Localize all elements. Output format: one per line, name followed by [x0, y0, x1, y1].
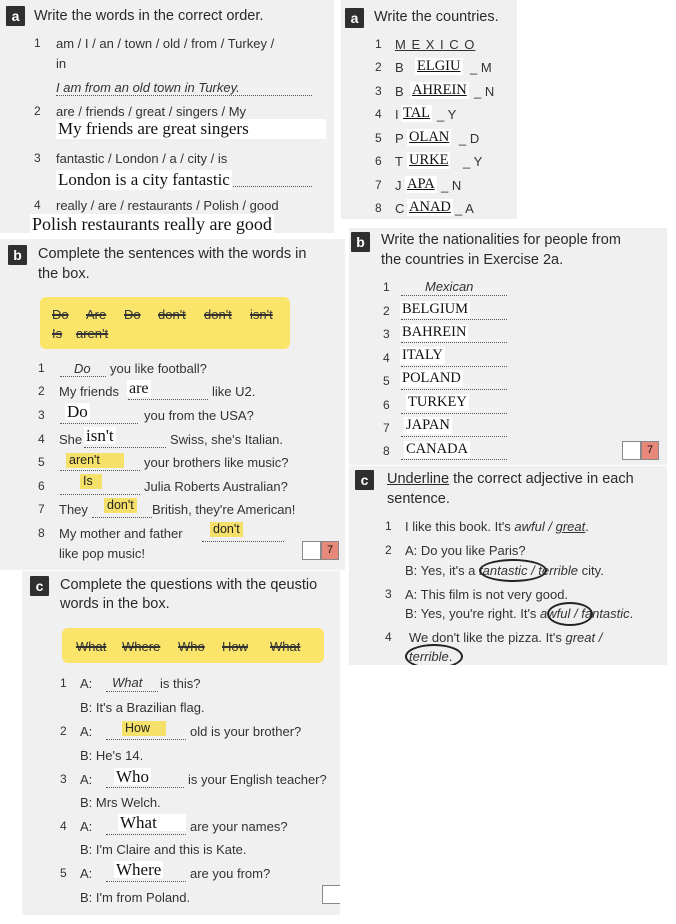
item-number: 6 [38, 479, 45, 493]
question-text: old is your brother? [190, 724, 302, 739]
handwritten-answer: AHREIN [412, 82, 467, 98]
item-number: 2 [34, 104, 41, 118]
exercise-letter: c [30, 576, 49, 596]
handwritten-answer: TAL [403, 105, 431, 121]
handwritten-answer: POLAND [402, 370, 461, 386]
item-number: 3 [38, 408, 45, 422]
sentence-text [405, 518, 589, 535]
item-prompt: are / friends / great / singers / My [56, 104, 247, 119]
answer-text: Mexican [425, 279, 474, 294]
item-number: 5 [383, 374, 390, 388]
underlined-word: Underline [387, 471, 450, 487]
score-box-empty [622, 441, 641, 460]
sentence-text: My friends [59, 384, 119, 399]
country-first-letter: B [395, 60, 404, 75]
box-word: Is [52, 326, 63, 341]
item-number: 3 [375, 84, 382, 98]
handwritten-answer: My friends are great singers [56, 119, 326, 139]
item-number: 8 [383, 444, 390, 458]
item-number: 8 [38, 526, 45, 540]
item-number: 3 [60, 772, 67, 786]
box-word: What [270, 639, 301, 654]
item-prompt: fantastic / London / a / city / is [56, 151, 228, 166]
exercise-title [387, 470, 634, 489]
exercise-letter: a [6, 6, 25, 26]
item-number: 1 [38, 361, 45, 375]
box-word: aren't [76, 326, 109, 341]
sentence-part: B: Yes, you're right. It's [405, 606, 541, 621]
item-number: 5 [38, 455, 45, 469]
country-last-letter: _ N [441, 178, 462, 193]
handwritten-answer: BELGIUM [402, 301, 469, 317]
item-number: 3 [385, 587, 392, 601]
sentence-end: . [585, 519, 589, 534]
exercise-title: Complete the questions with the qeustio [60, 577, 318, 593]
exercise-b-complete-sentences [0, 239, 345, 570]
highlighted-answer: aren't [66, 453, 124, 468]
handwritten-answer: APA [407, 176, 435, 192]
highlighted-answer: don't [104, 498, 137, 513]
exercise-title: Write the words in the correct order. [34, 8, 264, 24]
hand-drawn-circle [479, 559, 547, 582]
box-word: Who [178, 639, 205, 654]
sentence-end: . [448, 649, 453, 664]
item-number: 7 [383, 421, 390, 435]
item-number: 4 [375, 107, 382, 121]
exercise-a-word-order [0, 0, 334, 233]
box-word: Are [86, 307, 107, 322]
question-text: are you from? [190, 866, 271, 881]
sentence-text: Julia Roberts Australian? [144, 479, 288, 494]
box-word: Where [122, 639, 161, 654]
country-last-letter: _ A [455, 201, 474, 216]
sentence-part: We don't like the pizza. It's [409, 630, 566, 645]
country-first-letter: C [395, 201, 405, 216]
sentence-text: your brothers like music? [144, 455, 289, 470]
country-last-letter: _ Y [437, 107, 457, 122]
option-word[interactable]: awful [514, 519, 545, 534]
handwritten-answer: OLAN [409, 129, 450, 145]
speaker-b: B: It's a Brazilian flag. [80, 700, 205, 715]
country-first-letter: T [395, 154, 403, 169]
option-word[interactable]: awful [540, 606, 571, 621]
exercise-letter: b [351, 232, 370, 252]
handwritten-answer: JAPAN [406, 417, 450, 433]
option-word[interactable]: great [555, 519, 586, 534]
sentence-text: you from the USA? [144, 408, 254, 423]
sentence-end: city. [578, 563, 604, 578]
item-number: 1 [385, 519, 392, 533]
option-separator: / [595, 630, 603, 645]
item-number: 3 [34, 151, 41, 165]
item-number: 4 [385, 630, 392, 644]
sentence-text: They [59, 502, 88, 517]
answer-text: Do [74, 361, 91, 376]
country-first-letter: B [395, 84, 404, 99]
sentence-text: you like football? [110, 361, 207, 376]
exercise-title: Write the countries. [374, 9, 499, 25]
item-number: 6 [383, 398, 390, 412]
speaker-a: A: [80, 866, 93, 881]
speaker-a: A: [80, 772, 93, 787]
title-rest: the correct adjective in each [449, 471, 634, 487]
item-number: 3 [383, 327, 390, 341]
handwritten-answer: isn't [86, 426, 114, 445]
option-word[interactable]: great [565, 630, 596, 645]
score-box: 7 [641, 441, 659, 460]
handwritten-answer: BAHREIN [402, 324, 467, 340]
handwritten-answer: ANAD [409, 199, 451, 215]
option-separator: / [570, 606, 582, 621]
handwritten-answer: What [118, 814, 186, 831]
option-separator: / [527, 563, 539, 578]
exercise-title: Write the nationalities for people from [381, 232, 621, 248]
hand-drawn-circle [405, 644, 463, 665]
item-number: 5 [60, 866, 67, 880]
option-word[interactable]: fantastic [581, 606, 630, 621]
speaker-a: A: [80, 819, 93, 834]
speaker-a: A: [80, 724, 93, 739]
exercise-title: words in the box. [60, 596, 170, 612]
box-word: Do [124, 307, 141, 322]
speaker-b: B: I'm Claire and this is Kate. [80, 842, 247, 857]
dialogue-line-a: A: This film is not very good. [405, 587, 569, 602]
exercise-title: the box. [38, 266, 90, 282]
sentence-text: like U2. [212, 384, 256, 399]
handwritten-answer: are [129, 380, 149, 397]
item-prompt: am / I / an / town / old / from / Turkey / [56, 36, 275, 51]
handwritten-answer: Who [116, 767, 150, 786]
option-separator: / [544, 519, 556, 534]
exercise-title: the countries in Exercise 2a. [381, 252, 564, 268]
item-number: 5 [375, 131, 382, 145]
sentence-text: Swiss, she's Italian. [170, 432, 284, 447]
score-box: 7 [321, 541, 339, 560]
item-number: 4 [38, 432, 45, 446]
handwritten-answer: Where [116, 860, 162, 879]
sentence-text: British, they're American! [152, 502, 296, 517]
sentence-text: She [59, 432, 83, 447]
box-word: How [222, 639, 249, 654]
item-number: 1 [375, 37, 382, 51]
hand-drawn-circle [547, 602, 593, 626]
option-word[interactable]: fantastic [479, 563, 528, 578]
handwritten-answer: CANADA [406, 441, 469, 457]
item-number: 2 [383, 304, 390, 318]
box-word: isn't [250, 307, 273, 322]
question-text: is this? [160, 676, 201, 691]
exercise-title: sentence. [387, 491, 450, 507]
speaker-b: B: I'm from Poland. [80, 890, 191, 905]
sentence-text: My mother and father [59, 526, 183, 541]
handwritten-answer: ITALY [402, 347, 443, 363]
speaker-b: B: Mrs Welch. [80, 795, 161, 810]
speaker-a: A: [80, 676, 93, 691]
item-number: 1 [60, 676, 67, 690]
item-number: 7 [375, 178, 382, 192]
item-number: 6 [375, 154, 382, 168]
score-box-empty [322, 885, 340, 904]
country-last-letter: _ D [459, 131, 480, 146]
sentence-part: B: Yes, it's a [405, 563, 480, 578]
item-number: 4 [60, 819, 67, 833]
item-number: 4 [34, 198, 41, 212]
highlighted-answer: Is [80, 474, 102, 489]
sentence-text: like pop music! [59, 546, 145, 561]
exercise-c-underline-adjective [349, 466, 667, 665]
speaker-b: B: He's 14. [80, 748, 144, 763]
country-first-letter: I [395, 107, 399, 122]
exercise-title: Complete the sentences with the words in [38, 246, 307, 262]
handwritten-answer: URKE [409, 152, 449, 168]
question-text: are your names? [190, 819, 288, 834]
handwritten-answer: Do [67, 402, 88, 421]
exercise-letter: a [345, 8, 364, 28]
exercise-b-nationalities [349, 228, 667, 465]
country-first-letter: P [395, 131, 404, 146]
item-number: 2 [60, 724, 67, 738]
box-word: What [76, 639, 107, 654]
exercise-letter: b [8, 245, 27, 265]
item-number: 2 [38, 384, 45, 398]
question-text: is your English teacher? [188, 772, 327, 787]
country-word: M E X I C O [395, 37, 476, 52]
item-number: 2 [375, 60, 382, 74]
country-last-letter: _ N [474, 84, 495, 99]
score-box-empty [302, 541, 321, 560]
sentence-end: . [629, 606, 634, 621]
country-last-letter: _ Y [463, 154, 483, 169]
item-number: 4 [383, 351, 390, 365]
highlighted-answer: How [122, 721, 166, 736]
exercise-letter: c [355, 470, 374, 490]
handwritten-answer: ELGIU [417, 58, 461, 74]
exercise-a-countries [341, 0, 517, 219]
country-last-letter: _ M [470, 60, 492, 75]
handwritten-answer: Polish restaurants really are good [32, 214, 272, 234]
item-number: 1 [34, 36, 41, 50]
item-prompt: really / are / restaurants / Polish / good [56, 198, 279, 213]
country-first-letter: J [395, 178, 402, 193]
dialogue-line-b [405, 605, 633, 622]
sentence-part: I like this book. It's [405, 519, 515, 534]
box-word: don't [158, 307, 186, 322]
option-word[interactable]: terrible [409, 649, 449, 664]
item-prompt: in [56, 56, 67, 71]
item-number: 8 [375, 201, 382, 215]
handwritten-answer: London is a city fantastic [58, 170, 230, 189]
answer-text: I am from an old town in Turkey. [56, 80, 240, 95]
dialogue-line-a: A: Do you like Paris? [405, 543, 526, 558]
item-number: 1 [383, 280, 390, 294]
option-word[interactable]: terrible [538, 563, 579, 578]
box-word: don't [204, 307, 232, 322]
item-number: 7 [38, 502, 45, 516]
handwritten-answer: TURKEY [408, 394, 467, 410]
item-number: 2 [385, 543, 392, 557]
box-word: Do [52, 307, 69, 322]
exercise-c-question-words [22, 571, 340, 915]
answer-line [56, 79, 312, 96]
answer-text: What [112, 675, 143, 690]
highlighted-answer: don't [210, 522, 243, 537]
